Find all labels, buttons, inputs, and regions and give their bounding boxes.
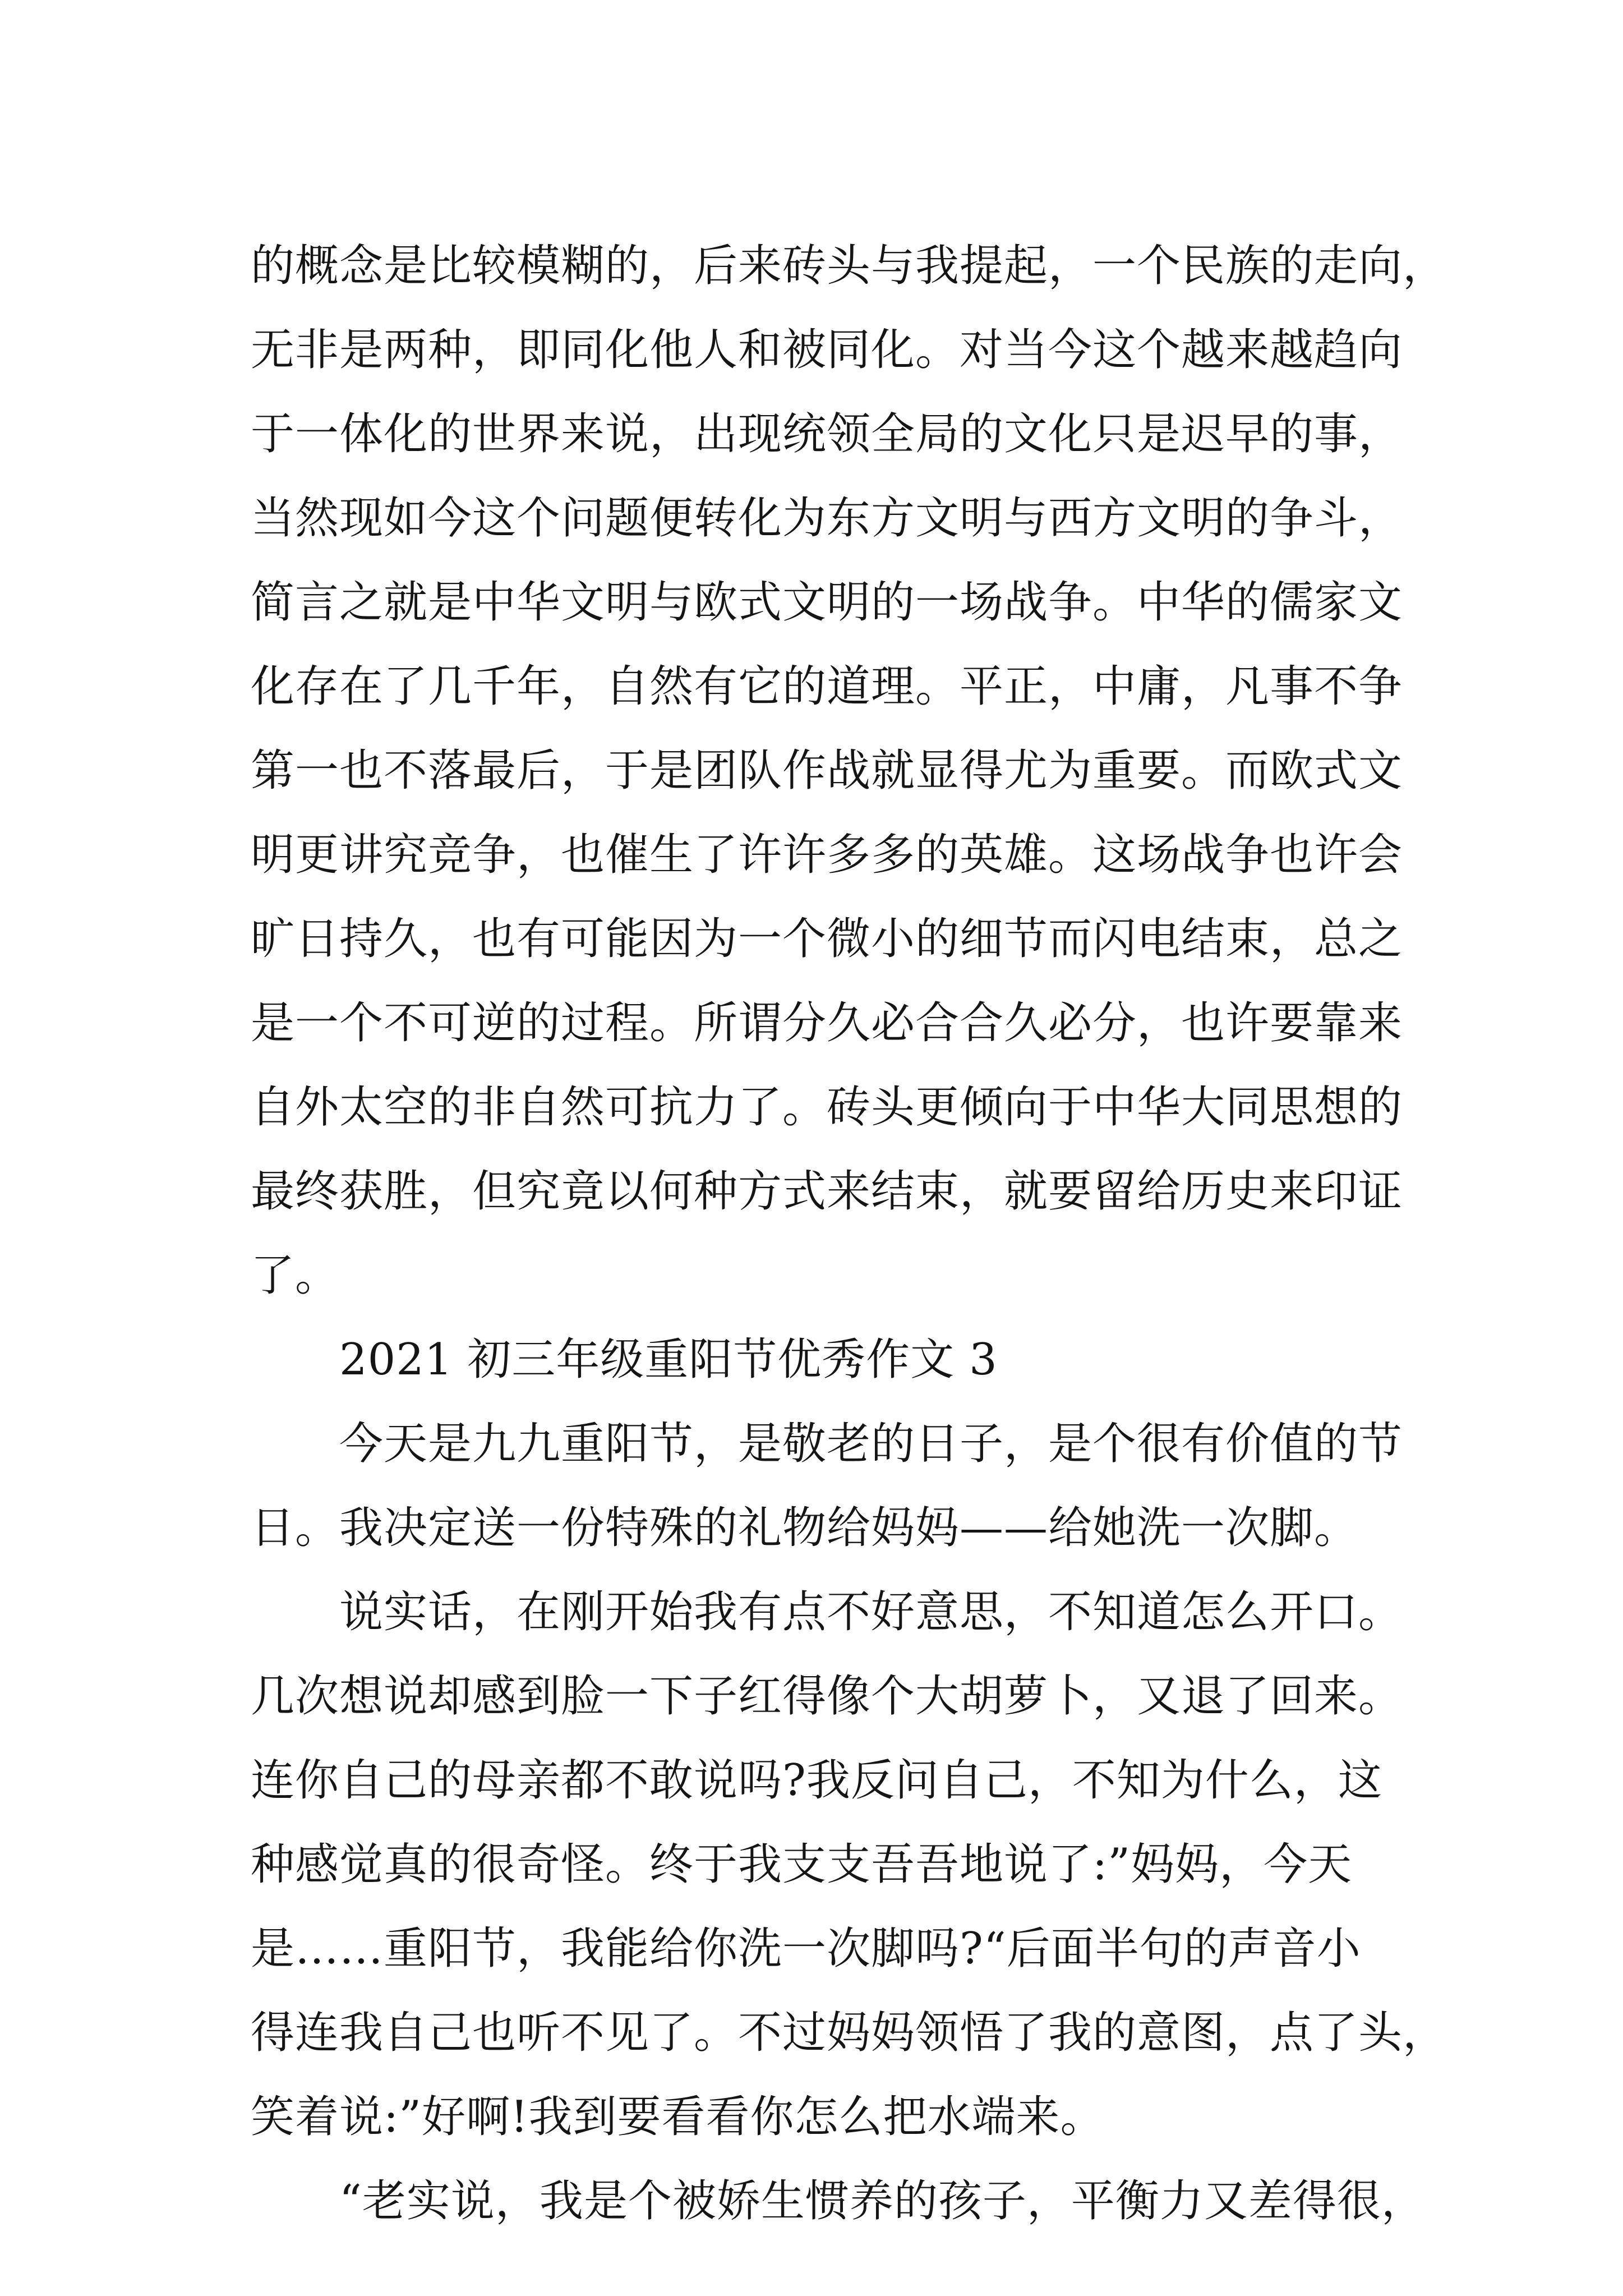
paragraph <box>251 1402 1484 1570</box>
text-line: 简言之就是中华文明与欧式文明的一场战争。中华的儒家文 <box>251 577 1403 628</box>
text-line: 得连我自己也听不见了。不过妈妈领悟了我的意图，点了头， <box>251 2008 1447 2058</box>
text-line: 了。 <box>251 1250 340 1301</box>
text-line: 今天是九九重阳节，是敬老的日子，是个很有价值的节 <box>339 1419 1403 1469</box>
text-line: 自外太空的非自然可抗力了。砖头更倾向于中华大同思想的 <box>251 1082 1403 1133</box>
text-line: 说实话，在刚开始我有点不好意思，不知道怎么开口。 <box>339 1587 1403 1637</box>
text-line: 种感觉真的很奇怪。终于我支支吾吾地说了:”妈妈，今天 <box>251 1839 1353 1890</box>
text-line: 明更讲究竞争，也催生了许许多多的英雄。这场战争也许会 <box>251 830 1403 880</box>
text-line: “老实说，我是个被娇生惯养的孩子，平衡力又差得很， <box>339 2176 1426 2226</box>
text-line: 最终获胜，但究竟以何种方式来结束，就要留给历史来印证 <box>251 1166 1403 1217</box>
text-line: 是……重阳节，我能给你洗一次脚吗?“后面半句的声音小 <box>251 1924 1361 1974</box>
text-line: 几次想说却感到脸一下子红得像个大胡萝卜，又退了回来。 <box>251 1671 1403 1722</box>
text-line: 日。我决定送一份特殊的礼物给妈妈——给她洗一次脚。 <box>251 1503 1359 1553</box>
text-line: 于一体化的世界来说，出现统领全局的文化只是迟早的事， <box>251 409 1403 459</box>
paragraph <box>251 1570 1484 2159</box>
text-line: 旷日持久，也有可能因为一个微小的细节而闪电结束，总之 <box>251 914 1403 964</box>
text-line: 笑着说:”好啊!我到要看看你怎么把水端来。 <box>251 2092 1105 2142</box>
text-line: 第一也不落最后，于是团队作战就显得尤为重要。而欧式文 <box>251 746 1403 796</box>
body-text <box>251 224 1484 2243</box>
text-line: 无非是两种，即同化他人和被同化。对当今这个越来越趋向 <box>251 325 1403 375</box>
text-line: 是一个不可逆的过程。所谓分久必合合久必分，也许要靠来 <box>251 998 1403 1048</box>
text-line: 化存在了几千年，自然有它的道理。平正，中庸，凡事不争 <box>251 661 1403 712</box>
text-line: 的概念是比较模糊的，后来砖头与我提起，一个民族的走向， <box>251 241 1447 291</box>
essay-title: 2021 初三年级重阳节优秀作文 3 <box>339 1335 998 1385</box>
text-line: 当然现如今这个问题便转化为东方文明与西方文明的争斗， <box>251 493 1403 544</box>
continued-paragraph <box>251 224 1484 1318</box>
text-line: 连你自己的母亲都不敢说吗?我反问自己，不知为什么，这 <box>251 1755 1382 1806</box>
paragraph <box>251 2159 1484 2243</box>
